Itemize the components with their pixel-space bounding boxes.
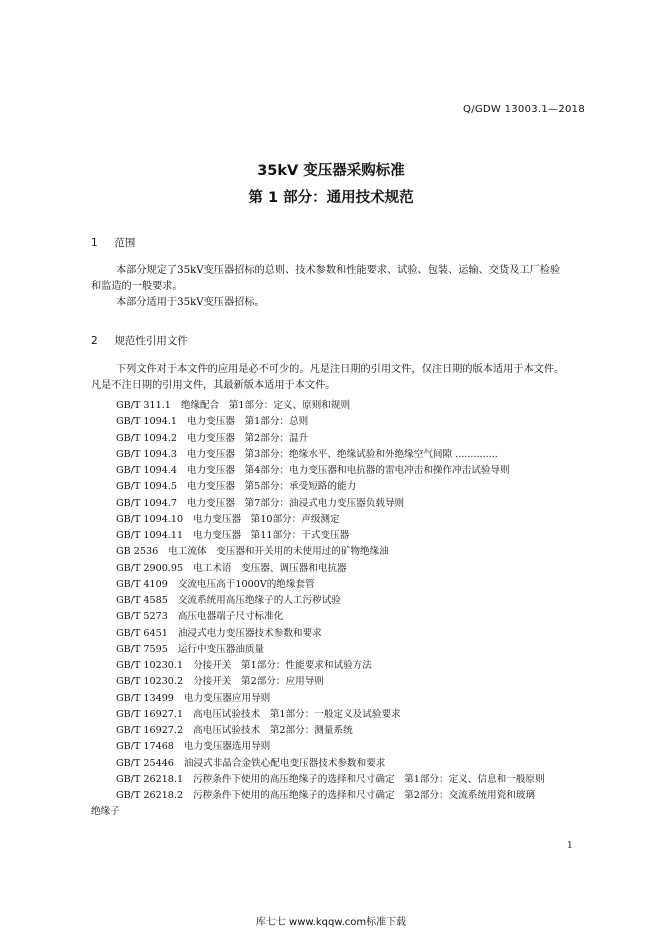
reference-item bbox=[116, 544, 545, 560]
reference-item bbox=[116, 674, 545, 690]
reference-title: 高压电器端子尺寸标准化 bbox=[177, 611, 284, 623]
reference-code: GB/T 5273 bbox=[116, 611, 168, 623]
reference-code: GB/T 1094.4 bbox=[116, 465, 177, 476]
reference-item bbox=[116, 642, 545, 658]
section-title: 范围 bbox=[114, 237, 136, 249]
reference-title: 交流电压高于1000V的绝缘套管 bbox=[177, 578, 315, 590]
reference-item bbox=[116, 658, 545, 674]
document-code: Q/GDW 13003.1—2018 bbox=[463, 104, 585, 115]
reference-code: GB/T 6451 bbox=[116, 627, 168, 639]
reference-code: GB/T 4109 bbox=[116, 578, 168, 590]
reference-code: GB/T 1094.3 bbox=[116, 448, 177, 460]
section-number: 1 bbox=[91, 237, 98, 249]
reference-code: GB/T 17468 bbox=[116, 741, 174, 753]
section-title: 规范性引用文件 bbox=[114, 335, 188, 347]
reference-title: 油浸式电力变压器技术参数和要求 bbox=[177, 627, 322, 639]
reference-item bbox=[116, 691, 545, 707]
reference-title: 电力变压器选用导则 bbox=[183, 741, 271, 753]
reference-item bbox=[116, 431, 545, 447]
section-heading-normative bbox=[91, 333, 188, 348]
reference-item bbox=[116, 756, 545, 772]
scope-para1-cont: 和监造的一般要求。 bbox=[91, 281, 183, 292]
reference-item bbox=[116, 496, 545, 512]
reference-title: 电工术语 变压器、调压器和电抗器 bbox=[193, 562, 347, 574]
document-subtitle: 第 1 部分：通用技术规范 bbox=[248, 190, 414, 206]
reference-code: GB/T 25446 bbox=[116, 757, 174, 769]
section-heading-scope bbox=[91, 235, 135, 250]
reference-title: 电力变压器 第7部分：油浸式电力变压器负载导则 bbox=[186, 497, 405, 509]
reference-code: GB/T 26218.2 bbox=[116, 790, 184, 801]
reference-title: 油浸式非晶合金铁心配电变压器技术参数和要求 bbox=[183, 757, 386, 769]
document-title: 35kV 变压器采购标准 bbox=[257, 163, 405, 179]
section-number: 2 bbox=[91, 335, 98, 347]
reference-code: GB/T 2900.95 bbox=[116, 562, 184, 574]
reference-code: GB/T 10230.1 bbox=[116, 660, 184, 671]
reference-code: GB/T 1094.1 bbox=[116, 416, 177, 428]
reference-title: 电力变压器 第1部分：总则 bbox=[186, 416, 309, 428]
reference-code: GB/T 4585 bbox=[116, 595, 168, 606]
normative-intro-line1: 下列文件对于本文件的应用是必不可少的。凡是注日期的引用文件，仅注日期的版本适用于本文件。 bbox=[116, 364, 565, 375]
reference-item bbox=[116, 626, 545, 642]
reference-code: GB/T 13499 bbox=[116, 692, 174, 704]
reference-item bbox=[116, 723, 545, 739]
reference-list bbox=[116, 398, 545, 804]
reference-title: 高电压试验技术 第2部分：测量系统 bbox=[193, 725, 353, 736]
reference-title: 电力变压器 第2部分：温升 bbox=[186, 432, 309, 444]
scope-para2: 本部分适用于35kV变压器招标。 bbox=[116, 297, 265, 308]
reference-item bbox=[116, 788, 545, 804]
reference-item bbox=[116, 609, 545, 625]
reference-item bbox=[116, 561, 545, 577]
reference-code: GB/T 1094.2 bbox=[116, 432, 177, 444]
reference-title: 污秽条件下使用的高压绝缘子的选择和尺寸确定 第1部分：定义、信息和一般原则 bbox=[193, 773, 545, 785]
reference-item bbox=[116, 772, 545, 788]
reference-code: GB/T 10230.2 bbox=[116, 676, 184, 688]
reference-title: 电力变压器 第10部分：声级测定 bbox=[193, 513, 340, 525]
scope-paragraph bbox=[91, 263, 591, 311]
reference-title: 高电压试验技术 第1部分：一般定义及试验要求 bbox=[193, 708, 401, 720]
reference-title: 电力变压器应用导则 bbox=[183, 692, 271, 704]
reference-item bbox=[116, 414, 545, 430]
reference-title: 污秽条件下使用的高压绝缘子的选择和尺寸确定 第2部分：交流系统用瓷和玻璃 bbox=[193, 790, 535, 801]
reference-code: GB/T 26218.1 bbox=[116, 773, 184, 785]
reference-item bbox=[116, 707, 545, 723]
reference-item bbox=[116, 512, 545, 528]
reference-item bbox=[116, 528, 545, 544]
reference-title: 电力变压器 第11部分：干式变压器 bbox=[193, 530, 350, 541]
reference-item bbox=[116, 479, 545, 495]
reference-item bbox=[116, 577, 545, 593]
reference-title: 电力变压器 第3部分：绝缘水平、绝缘试验和外绝缘空气间隙 .............. bbox=[186, 448, 498, 460]
footer-watermark: 库七七 www.kqqw.com标准下载 bbox=[255, 917, 407, 928]
reference-code: GB/T 7595 bbox=[116, 643, 168, 655]
reference-item bbox=[116, 447, 545, 463]
normative-intro bbox=[91, 362, 591, 394]
reference-code: GB/T 1094.7 bbox=[116, 497, 177, 509]
reference-item bbox=[116, 398, 545, 414]
reference-continuation: 绝缘子 bbox=[91, 806, 120, 817]
reference-title: 电工流体 变压器和开关用的未使用过的矿物绝缘油 bbox=[168, 546, 389, 558]
page-number: 1 bbox=[567, 841, 573, 851]
reference-item bbox=[116, 593, 545, 609]
reference-code: GB/T 1094.5 bbox=[116, 481, 177, 493]
reference-title: 分接开关 第1部分：性能要求和试验方法 bbox=[193, 660, 372, 671]
reference-code: GB/T 16927.1 bbox=[116, 708, 184, 720]
reference-code: GB/T 16927.2 bbox=[116, 725, 184, 736]
reference-title: 电力变压器 第4部分：电力变压器和电抗器的雷电冲击和操作冲击试验导则 bbox=[186, 465, 510, 476]
reference-code: GB 2536 bbox=[116, 546, 159, 558]
normative-intro-line2: 凡是不注日期的引用文件，其最新版本适用于本文件。 bbox=[91, 380, 336, 391]
reference-title: 绝缘配合 第1部分：定义、原则和规则 bbox=[180, 400, 351, 411]
scope-para1: 本部分规定了35kV变压器招标的总则、技术参数和性能要求、试验、包装、运输、交货及工厂检验 bbox=[116, 265, 561, 276]
reference-code: GB/T 1094.11 bbox=[116, 530, 184, 541]
reference-item bbox=[116, 463, 545, 479]
reference-title: 电力变压器 第5部分：承受短路的能力 bbox=[186, 481, 357, 493]
reference-title: 交流系统用高压绝缘子的人工污秽试验 bbox=[177, 595, 341, 606]
reference-item bbox=[116, 739, 545, 755]
reference-title: 分接开关 第2部分：应用导则 bbox=[193, 676, 324, 688]
reference-code: GB/T 311.1 bbox=[116, 400, 171, 411]
reference-code: GB/T 1094.10 bbox=[116, 513, 184, 525]
reference-title: 运行中变压器油质量 bbox=[177, 643, 265, 655]
